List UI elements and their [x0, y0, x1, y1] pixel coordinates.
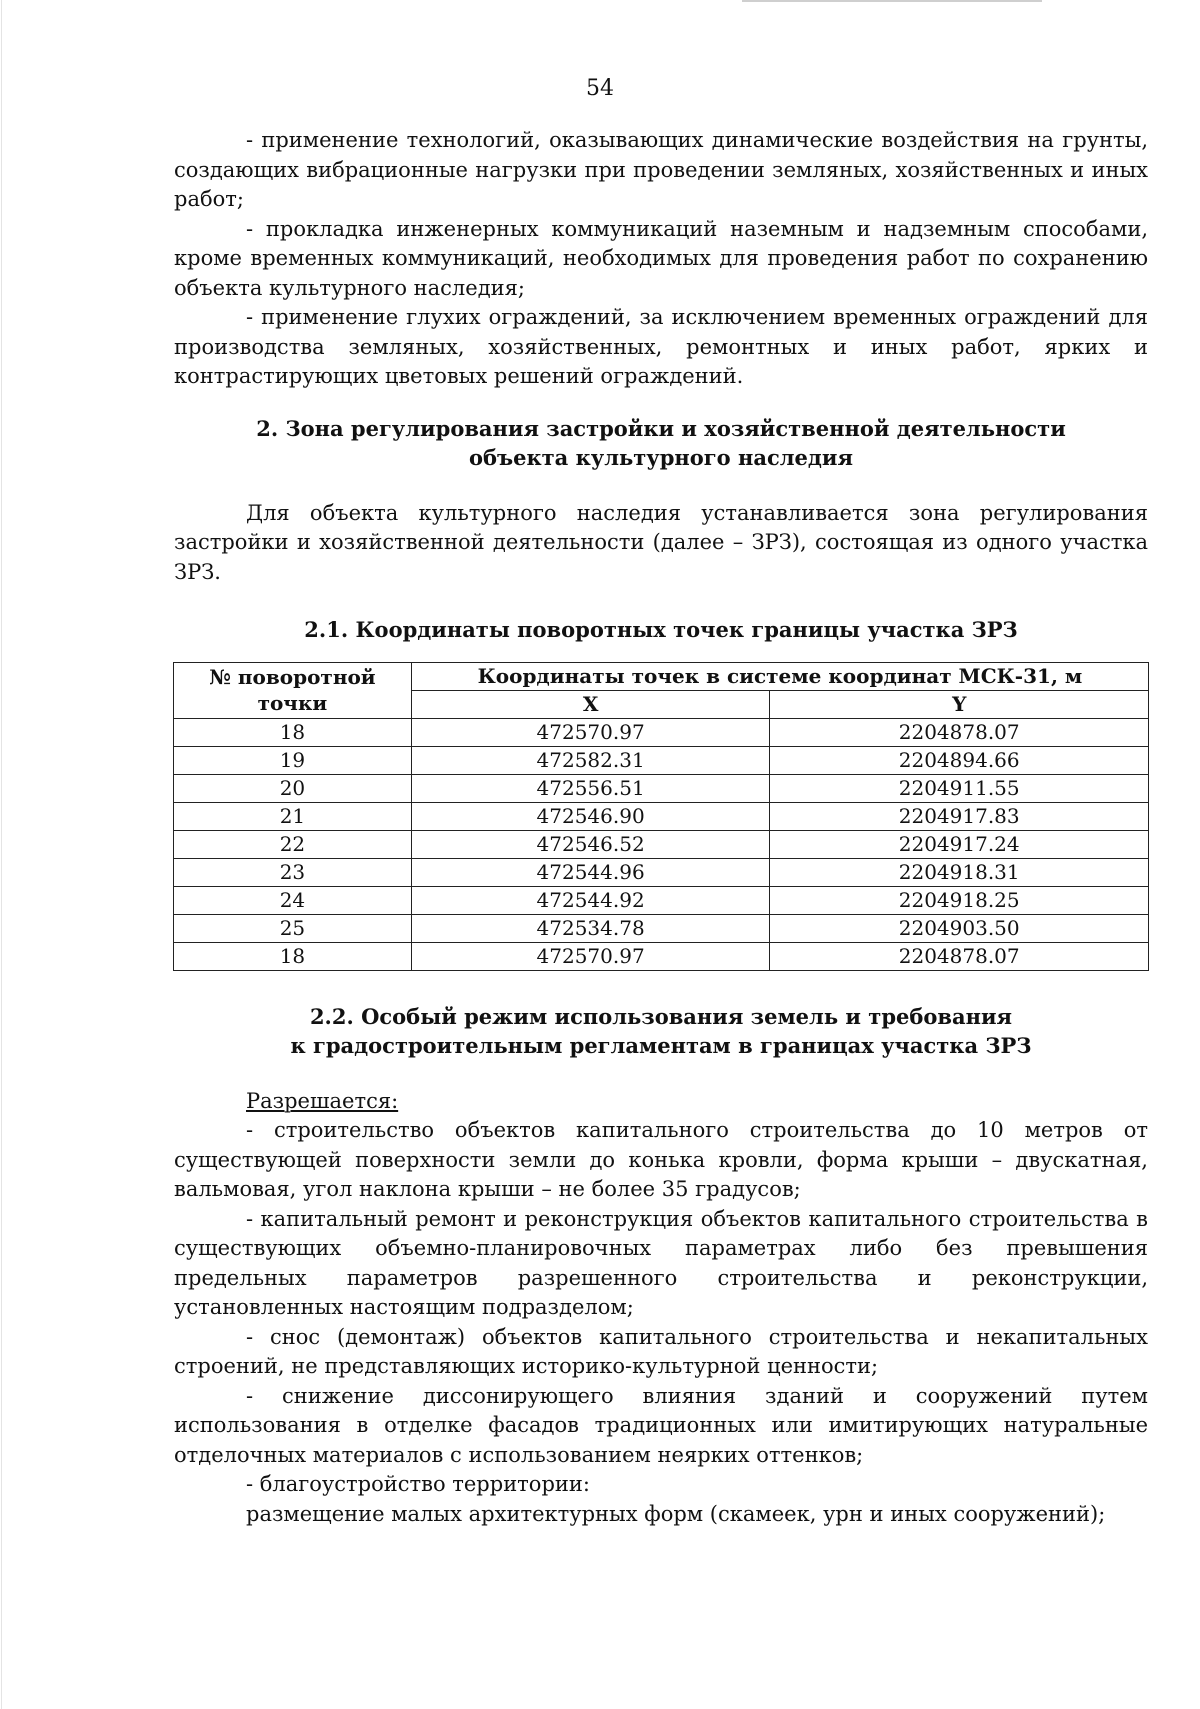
- intro-item-continuation: на грунты, создающих вибрационные нагрузки при проведении земляных, хозяйственных и иных работ;: [174, 128, 1148, 211]
- cell-point: 20: [174, 774, 412, 802]
- header-point-number: № поворотной точки: [174, 662, 412, 718]
- intro-item-first-line: - применение глухих ограждений, за исключением временных ограждений: [246, 305, 1101, 329]
- cell-y: 2204903.50: [770, 914, 1149, 942]
- allowed-item: - строительство объектов капитального строительства до 10 метров от существующей поверхности земли до конька кровли, форма крыши – двускатная, вальмовая, угол наклона крыши – не более 35 градусов;: [174, 1118, 1148, 1201]
- intro-item: [174, 215, 1148, 304]
- section-2-heading-line1: 2. Зона регулирования застройки и хозяйственной деятельности: [256, 415, 1066, 441]
- intro-list: [174, 126, 1148, 392]
- cell-x: 472544.96: [411, 858, 770, 886]
- coordinates-table: [173, 662, 1149, 971]
- allowed-label: Разрешается:: [246, 1088, 399, 1113]
- allowed-sub-item: размещение малых архитектурных форм (скамеек, урн и иных сооружений);: [246, 1501, 1106, 1526]
- table-row: [174, 746, 1149, 774]
- section-2-heading: [174, 414, 1148, 473]
- intro-item-continuation: для производства земляных, хозяйственных, ремонтных и иных работ, ярких и контрастирующих цветовых решений ограждений.: [174, 305, 1148, 388]
- allowed-item: - снос (демонтаж) объектов капитального строительства и некапитальных строений, не представляющих историко-культурной ценности;: [174, 1324, 1148, 1378]
- page-number: 54: [586, 76, 614, 101]
- header-coordinates: Координаты точек в системе координат МСК-31, м: [411, 662, 1148, 690]
- cell-y: 2204894.66: [770, 746, 1149, 774]
- cell-y: 2204917.24: [770, 830, 1149, 858]
- intro-item-first-line: - применение технологий, оказывающих динамические воздействия: [246, 128, 1020, 152]
- table-row: [174, 718, 1149, 746]
- intro-item-continuation: кроме временных коммуникаций, необходимых для проведения работ по сохранению объекта культурного наследия;: [174, 246, 1148, 300]
- table-row: [174, 830, 1149, 858]
- cell-point: 22: [174, 830, 412, 858]
- cell-y: 2204878.07: [770, 718, 1149, 746]
- table-row: [174, 802, 1149, 830]
- cell-x: 472570.97: [411, 942, 770, 970]
- cell-point: 18: [174, 718, 412, 746]
- intro-item: [174, 303, 1148, 392]
- allowed-item: - благоустройство территории:: [246, 1472, 590, 1496]
- cell-point: 24: [174, 886, 412, 914]
- intro-item-first-line: - прокладка инженерных коммуникаций наземным и надземным способами,: [246, 216, 1148, 241]
- table-row: [174, 858, 1149, 886]
- cell-y: 2204878.07: [770, 942, 1149, 970]
- section-2-1-heading: 2.1. Координаты поворотных точек границы участка ЗРЗ: [304, 617, 1018, 642]
- cell-point: 21: [174, 802, 412, 830]
- cell-x: 472582.31: [411, 746, 770, 774]
- allowed-item: - снижение диссонирующего влияния зданий и сооружений путем использования в отделке фасадов традиционных или имитирующих натуральные отделочных материалов с использованием неярких оттенков;: [174, 1383, 1148, 1467]
- cell-x: 472546.90: [411, 802, 770, 830]
- cell-point: 23: [174, 858, 412, 886]
- cell-y: 2204918.25: [770, 886, 1149, 914]
- cell-x: 472544.92: [411, 886, 770, 914]
- scan-left-edge: [1, 0, 2, 1709]
- table-row: [174, 886, 1149, 914]
- table-row: [174, 942, 1149, 970]
- allowed-item: - капитальный ремонт и реконструкция объектов капитального строительства в существующих объемно-планировочных параметрах либо без превышения предельных параметров разрешенного строительства и реконструкции, установленных настоящим подразделом;: [174, 1206, 1148, 1319]
- allowed-label-line: [174, 1087, 1148, 1117]
- section-2-paragraph: Для объекта культурного наследия устанавливается зона регулирования застройки и хозяйственной деятельности (далее – ЗРЗ), состоящая из одного участка ЗРЗ.: [174, 500, 1148, 584]
- table-row: [174, 774, 1149, 802]
- header-x: X: [411, 690, 770, 718]
- header-y: Y: [770, 690, 1149, 718]
- cell-point: 18: [174, 942, 412, 970]
- section-2-heading-line2: объекта культурного наследия: [469, 445, 853, 470]
- section-2-2-heading-line2: к градостроительным регламентам в границах участка ЗРЗ: [290, 1033, 1032, 1058]
- cell-x: 472570.97: [411, 718, 770, 746]
- cell-x: 472534.78: [411, 914, 770, 942]
- cell-y: 2204911.55: [770, 774, 1149, 802]
- table-header-row: [174, 662, 1149, 690]
- cell-point: 19: [174, 746, 412, 774]
- table-row: [174, 914, 1149, 942]
- document-body: [174, 126, 1148, 1529]
- section-2-2-heading: [174, 1002, 1148, 1061]
- cell-point: 25: [174, 914, 412, 942]
- cell-y: 2204917.83: [770, 802, 1149, 830]
- scan-top-rule: [742, 0, 1042, 2]
- cell-x: 472546.52: [411, 830, 770, 858]
- section-2-2-heading-line1: 2.2. Особый режим использования земель и требования: [309, 1003, 1013, 1029]
- cell-y: 2204918.31: [770, 858, 1149, 886]
- cell-x: 472556.51: [411, 774, 770, 802]
- allowed-list: [174, 1087, 1148, 1530]
- intro-item: [174, 126, 1148, 215]
